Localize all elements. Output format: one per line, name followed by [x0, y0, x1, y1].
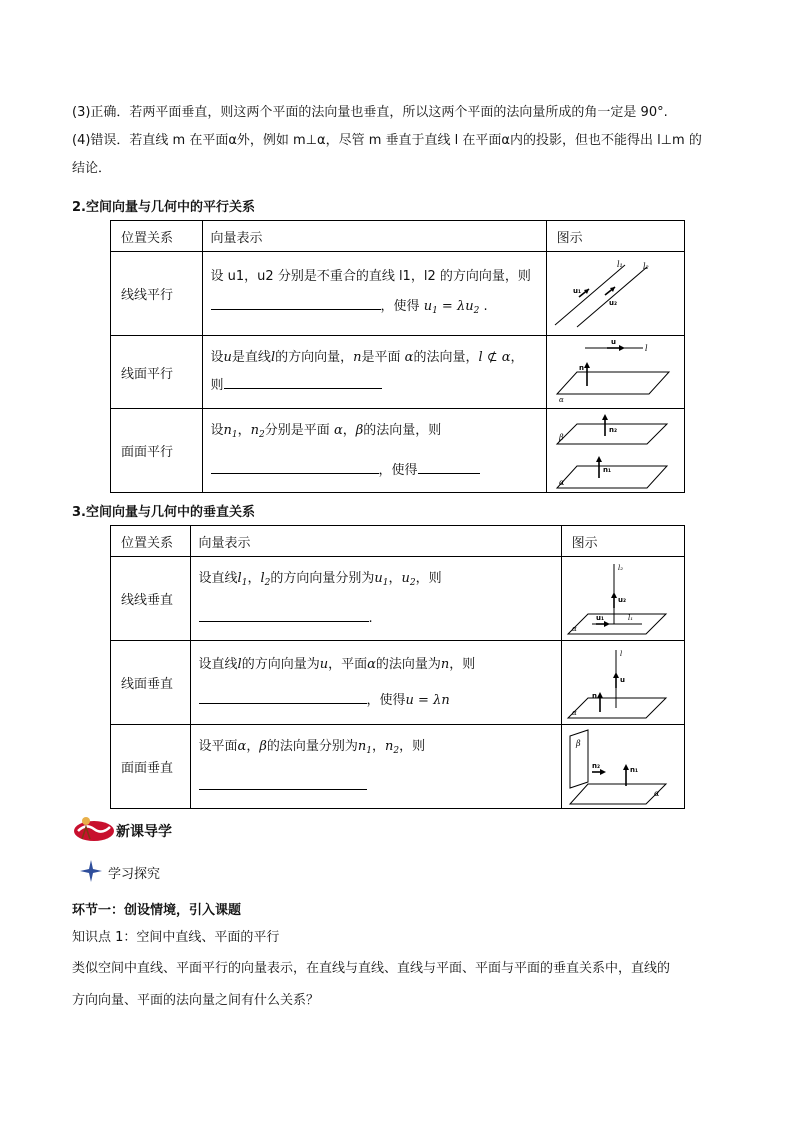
svg-text:u: u — [610, 338, 616, 346]
svg-text:u: u — [619, 675, 625, 684]
answer-blank — [224, 376, 382, 389]
desc-text: 设 — [210, 422, 224, 438]
paragraph-4-cont: 结论． — [72, 161, 112, 176]
desc-text: 的法向量分别为 — [266, 738, 358, 754]
desc-plane-plane-parallel: 设$n_1$，$n_2$分别是平面 α，β的法向量，则 ，使得 — [202, 409, 546, 493]
header-position: 位置关系 — [111, 526, 191, 557]
figure-line-line-perp — [561, 557, 684, 641]
paragraph-4: (4)错误．若直线 m 在平面α外，例如 m⊥α，尽管 m 垂直于直线 l 在平面α内的投影，但也不能得出 l⊥m 的 — [72, 133, 702, 148]
svg-text:α: α — [558, 477, 565, 487]
desc-text: 设 u1，u2 分别是不重合的直线 l1，l2 的方向向量，则 — [210, 268, 531, 284]
header-position: 位置关系 — [111, 221, 203, 252]
svg-text:l: l — [644, 344, 648, 353]
desc-text: ，使得 — [378, 462, 418, 478]
desc-text: ，使得 — [366, 692, 406, 708]
figure-line-line-parallel — [546, 252, 684, 336]
explore-title: 学习探究 — [108, 867, 161, 882]
svg-text:α: α — [571, 624, 577, 633]
section-2-title: 2.空间向量与几何中的平行关系 — [72, 200, 255, 215]
row-plane-plane-parallel: 面面平行 — [111, 409, 203, 493]
svg-text:u₁: u₁ — [572, 286, 581, 295]
desc-text: 的方向向量为 — [241, 656, 320, 672]
row-line-plane-perp: 线面垂直 — [111, 641, 191, 725]
answer-blank — [199, 777, 367, 790]
desc-text: 是直线 — [231, 350, 271, 365]
figure-plane-plane-parallel — [546, 409, 684, 493]
svg-text:n: n — [578, 364, 584, 372]
svg-text:l₂: l₂ — [617, 563, 623, 572]
desc-text: 的方向向量， — [275, 350, 354, 365]
svg-text:l₂: l₂ — [642, 261, 649, 271]
svg-text:α: α — [653, 788, 659, 798]
question-line-2: 方向向量、平面的法向量之间有什么关系？ — [72, 993, 320, 1008]
svg-text:l₁: l₁ — [616, 259, 623, 269]
row-line-plane-parallel: 线面平行 — [111, 336, 203, 409]
svg-text:n: n — [591, 691, 597, 700]
desc-text: ， — [247, 570, 261, 586]
answer-blank — [418, 461, 480, 474]
header-figure: 图示 — [546, 221, 684, 252]
desc-text: ，则 — [399, 738, 426, 754]
svg-text:β: β — [575, 738, 581, 748]
desc-text: 的法向量，则 — [363, 422, 442, 438]
desc-text: 则 — [210, 378, 224, 393]
svg-text:n₁: n₁ — [629, 765, 638, 774]
figure-line-plane-parallel — [546, 336, 684, 409]
figure-line-plane-perp — [561, 641, 684, 725]
explore-star-icon — [80, 860, 102, 882]
svg-text:l: l — [619, 649, 622, 658]
header-vector: 向量表示 — [190, 526, 561, 557]
row-line-line-perp: 线线垂直 — [111, 557, 191, 641]
desc-text: ， — [237, 422, 251, 438]
desc-text: ， — [246, 738, 260, 754]
answer-blank — [211, 461, 379, 474]
desc-text: 分别是平面 — [264, 422, 330, 438]
desc-text: ，使得 — [380, 298, 420, 314]
answer-blank — [199, 609, 369, 622]
row-line-line-parallel: 线线平行 — [111, 252, 203, 336]
desc-text: ，平面 — [328, 656, 368, 672]
svg-text:n₁: n₁ — [602, 465, 611, 474]
perpendicular-table — [110, 525, 685, 809]
svg-text:n₂: n₂ — [591, 761, 600, 770]
desc-line-line-perp: 设直线$l_1$，$l_2$的方向向量分别为$u_1$，$u_2$，则 . — [190, 557, 561, 641]
header-vector: 向量表示 — [202, 221, 546, 252]
parallel-table — [110, 220, 685, 493]
question-line-1: 类似空间中直线、平面平行的向量表示，在直线与直线、直线与平面、平面与平面的垂直关系中，直线的 — [72, 961, 671, 976]
desc-text: 设平面 — [198, 738, 238, 754]
desc-text: 的法向量为 — [375, 656, 441, 672]
desc-text: ，则 — [449, 656, 476, 672]
svg-text:u₂: u₂ — [608, 298, 617, 307]
stage-1-title: 环节一：创设情境，引入课题 — [72, 903, 242, 918]
desc-text: ， — [371, 738, 385, 754]
header-figure: 图示 — [561, 526, 684, 557]
answer-blank — [199, 691, 367, 704]
section-3-title: 3.空间向量与几何中的垂直关系 — [72, 505, 255, 520]
paragraph-3: (3)正确．若两平面垂直，则这两个平面的法向量也垂直，所以这两个平面的法向量所成的角一定是 90°. — [72, 105, 668, 120]
answer-blank — [211, 297, 381, 310]
svg-text:u₂: u₂ — [617, 595, 626, 604]
svg-text:l₁: l₁ — [627, 613, 633, 622]
row-plane-plane-perp: 面面垂直 — [111, 725, 191, 809]
desc-text: ，则 — [415, 570, 442, 586]
desc-text: ， — [388, 570, 402, 586]
new-lesson-badge — [72, 815, 116, 843]
desc-text: 设 — [210, 350, 224, 365]
new-lesson-title: 新课导学 — [116, 824, 172, 840]
new-lesson-icon — [72, 815, 116, 843]
desc-text: 是平面 — [361, 350, 401, 365]
desc-text: 的方向向量分别为 — [270, 570, 375, 586]
desc-text: 的法向量， — [413, 350, 479, 365]
desc-plane-plane-perp: 设平面α，β的法向量分别为$n_1$，$n_2$，则 — [190, 725, 561, 809]
desc-text: . — [368, 610, 373, 626]
desc-line-line-parallel: 设 u1，u2 分别是不重合的直线 l1，l2 的方向向量，则 ，使得 $u_1 = \lambda u_2$ . — [202, 252, 546, 336]
desc-text: ， — [342, 422, 356, 438]
svg-text:α: α — [571, 708, 577, 717]
svg-text:β: β — [558, 432, 564, 442]
figure-plane-plane-perp — [561, 725, 684, 809]
svg-text:u₁: u₁ — [595, 613, 604, 622]
knowledge-point-1: 知识点 1：空间中直线、平面的平行 — [72, 930, 280, 945]
desc-line-plane-perp: 设直线l的方向向量为u，平面α的法向量为n，则 ，使得u = λn — [190, 641, 561, 725]
desc-text: 设直线 — [198, 570, 238, 586]
svg-text:α: α — [558, 396, 564, 404]
desc-line-plane-parallel: 设u是直线l的方向向量，n是平面 α的法向量，l ⊄ α， 则 — [202, 336, 546, 409]
svg-text:n₂: n₂ — [608, 425, 617, 434]
desc-text: 设直线 — [198, 656, 238, 672]
